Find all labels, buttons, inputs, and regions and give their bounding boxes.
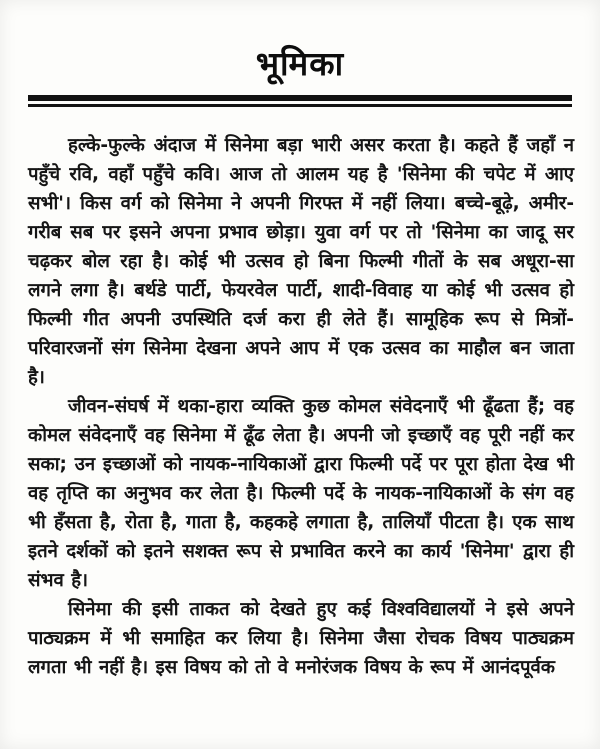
paragraph-1: हल्के-फुल्के अंदाज में सिनेमा बड़ा भारी असर करता है। कहते हैं जहाँ न पहुँचे रवि, वहाँ पहुँचे कवि। आज तो आलम यह है 'सिनेमा की चपेट में आए सभी'। किस वर्ग को सिनेमा ने अपनी गिरफ्त में नहीं लिया। बच्चे-बूढ़े, अमीर-गरीब सब पर इसने अपना प्रभाव छोड़ा। युवा वर्ग पर तो 'सिनेमा का जादू सर चढ़कर बोल रहा है। कोई भी उत्सव हो बिना फिल्मी गीतों के सब अधूरा-सा लगने लगा है। बर्थडे पार्टी, फेयरवेल पार्टी, शादी-विवाह या कोई भी उत्सव हो फिल्मी गीत अपनी उपस्थिति दर्ज करा ही लेते हैं। सामूहिक रूप से मित्रों-परिवारजनों संग सिनेमा देखना अपने आप में एक उत्सव का माहौल बन जाता है। xyxy=(28,135,574,388)
title-divider-rule xyxy=(28,95,572,107)
paragraph-3: सिनेमा की इसी ताकत को देखते हुए कई विश्वविद्यालयों ने इसे अपने पाठ्यक्रम में भी समाहित कर लिया है। सिनेमा जैसा रोचक विषय पाठ्यक्रम लगता भी नहीं है। इस विषय को तो वे मनोरंजक विषय के रूप में आनंदपूर्वक xyxy=(28,599,574,678)
page-body xyxy=(0,107,600,682)
paragraph-2: जीवन-संघर्ष में थका-हारा व्यक्ति कुछ कोमल संवेदनाएँ भी ढूँढता हैं; वह कोमल संवेदनाएँ वह सिनेमा में ढूँढ लेता है। अपनी जो इच्छाएँ वह पूरी नहीं कर सका; उन इच्छाओं को नायक-नायिकाओं द्वारा फिल्मी पर्दे पर पूरा होता देख भी वह तृप्ति का अनुभव कर लेता है। फिल्मी पर्दे के नायक-नायिकाओं के संग वह भी हँसता है, रोता है, गाता है, कहकहे लगाता है, तालियाँ पीटता है। एक साथ इतने दर्शकों को इतने सशक्त रूप से प्रभावित करने का कार्य 'सिनेमा' द्वारा ही संभव है। xyxy=(28,396,574,591)
page-title: भूमिका xyxy=(255,44,345,83)
